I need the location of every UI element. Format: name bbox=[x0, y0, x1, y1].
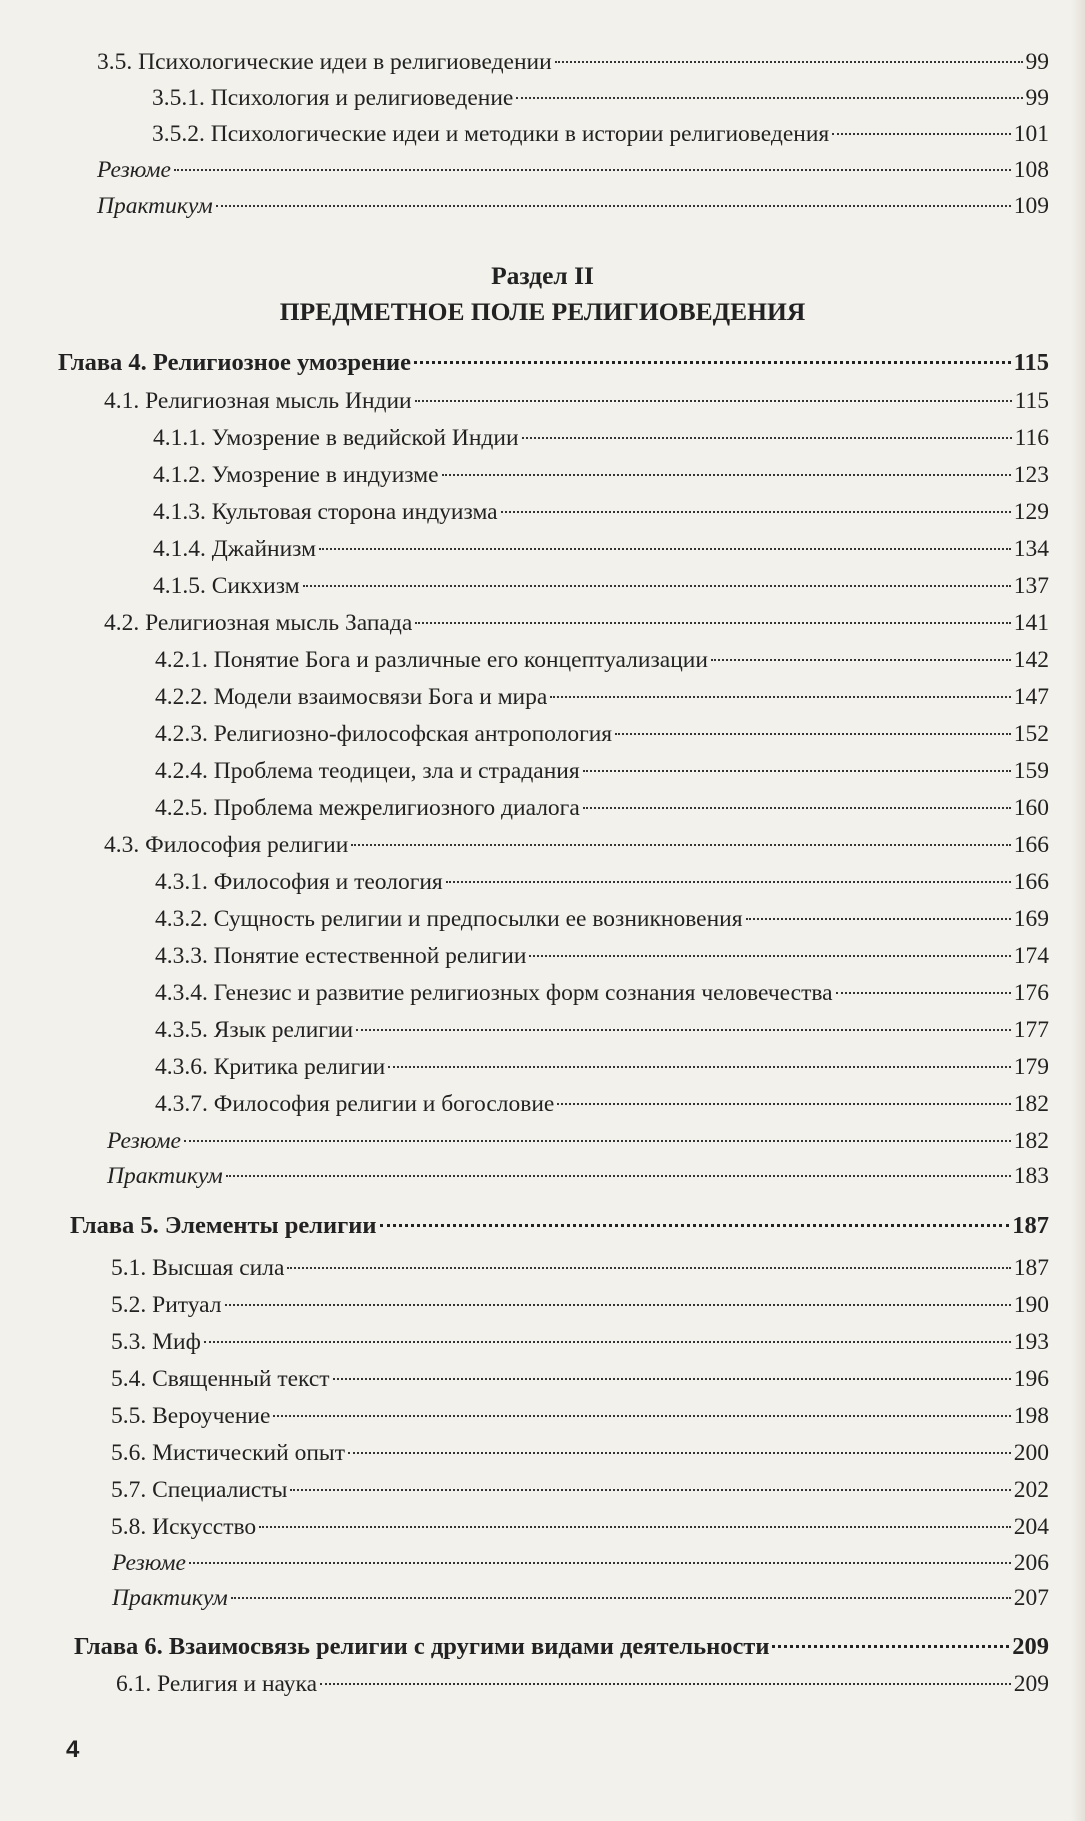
toc-page-number: 159 bbox=[1013, 758, 1049, 784]
page-number: 4 bbox=[66, 1736, 80, 1763]
toc-page-number: 99 bbox=[1025, 85, 1049, 111]
dot-leader bbox=[226, 1175, 1011, 1177]
toc-entry bbox=[155, 756, 1049, 786]
toc-entry bbox=[155, 1015, 1049, 1045]
toc-entry-label: Практикум bbox=[97, 193, 213, 219]
toc-entry-label: 4.2.1. Понятие Бога и различные его концептуализации bbox=[155, 647, 708, 673]
dot-leader bbox=[348, 1452, 1011, 1454]
toc-page-number: 193 bbox=[1013, 1329, 1049, 1355]
toc-page-number: 183 bbox=[1013, 1163, 1049, 1189]
dot-leader bbox=[388, 1066, 1011, 1068]
dot-leader bbox=[442, 474, 1011, 476]
toc-entry-label: 4.3.4. Генезис и развитие религиозных форм сознания человечества bbox=[155, 980, 833, 1006]
toc-entry bbox=[97, 155, 1049, 185]
toc-entry bbox=[97, 191, 1049, 221]
dot-leader bbox=[832, 133, 1011, 135]
toc-page-number: 182 bbox=[1013, 1128, 1049, 1154]
toc-entry bbox=[152, 83, 1049, 113]
toc-page-number: 160 bbox=[1013, 795, 1049, 821]
toc-page-number: 206 bbox=[1013, 1550, 1049, 1576]
toc-entry-label: 4.2.5. Проблема межрелигиозного диалога bbox=[155, 795, 580, 821]
toc-page-number: 179 bbox=[1013, 1054, 1049, 1080]
dot-leader bbox=[746, 918, 1011, 920]
toc-page-number: 187 bbox=[1013, 1255, 1049, 1281]
toc-entry-label: 4.2.3. Религиозно-философская антропология bbox=[155, 721, 613, 747]
toc-page-number: 207 bbox=[1013, 1585, 1049, 1611]
toc-entry bbox=[107, 1161, 1049, 1191]
toc-entry bbox=[104, 386, 1049, 416]
toc-entry bbox=[153, 571, 1049, 601]
toc-entry bbox=[104, 830, 1049, 860]
toc-entry-label: 4.1.4. Джайнизм bbox=[153, 536, 316, 562]
toc-entry bbox=[111, 1253, 1049, 1283]
toc-entry-label: Глава 4. Религиозное умозрение bbox=[58, 349, 412, 376]
dot-leader bbox=[550, 696, 1010, 698]
toc-entry bbox=[112, 1548, 1049, 1578]
toc-page-number: 169 bbox=[1013, 906, 1049, 932]
dot-leader bbox=[711, 659, 1011, 661]
toc-entry-label: Глава 6. Взаимосвязь религии с другими видами деятельности bbox=[74, 1633, 770, 1660]
toc-entry bbox=[97, 47, 1049, 77]
dot-leader bbox=[290, 1489, 1010, 1491]
dot-leader bbox=[225, 1304, 1011, 1306]
toc-entry-label: 5.7. Специалисты bbox=[111, 1477, 288, 1503]
toc-page-number: 166 bbox=[1013, 832, 1049, 858]
toc-entry bbox=[155, 793, 1049, 823]
dot-leader bbox=[529, 955, 1010, 957]
dot-leader bbox=[174, 169, 1011, 171]
dot-leader bbox=[380, 1224, 1010, 1227]
toc-entry-label: Резюме bbox=[97, 157, 171, 183]
toc-entry-label: 4.2.4. Проблема теодицеи, зла и страдания bbox=[155, 758, 580, 784]
dot-leader bbox=[351, 844, 1010, 846]
toc-entry-label: 4.3.7. Философия религии и богословие bbox=[155, 1091, 555, 1117]
toc-page-number: 196 bbox=[1013, 1366, 1049, 1392]
toc-entry-label: 4.3.1. Философия и теология bbox=[155, 869, 443, 895]
dot-leader bbox=[415, 400, 1012, 402]
section-title: Раздел II bbox=[491, 261, 594, 290]
dot-leader bbox=[501, 511, 1011, 513]
toc-entry-label: 4.3.6. Критика религии bbox=[155, 1054, 386, 1080]
toc-page-number: 204 bbox=[1013, 1514, 1049, 1540]
toc-page-number: 101 bbox=[1013, 121, 1049, 147]
section-subtitle: ПРЕДМЕТНОЕ ПОЛЕ РЕЛИГИОВЕДЕНИЯ bbox=[279, 297, 806, 326]
dot-leader bbox=[516, 97, 1022, 99]
toc-page-number: 115 bbox=[1014, 388, 1049, 414]
toc-entry-label: 4.2. Религиозная мысль Запада bbox=[104, 610, 413, 636]
toc-entry-label: Глава 5. Элементы религии bbox=[70, 1212, 377, 1239]
toc-page-number: 123 bbox=[1013, 462, 1049, 488]
toc-entry bbox=[152, 119, 1049, 149]
toc-entry-label: 5.4. Священный текст bbox=[111, 1366, 330, 1392]
toc-entry bbox=[111, 1475, 1049, 1505]
toc-entry-label: 4.1.2. Умозрение в индуизме bbox=[153, 462, 439, 488]
toc-entry bbox=[111, 1290, 1049, 1320]
toc-entry-label: 5.1. Высшая сила bbox=[111, 1255, 285, 1281]
toc-entry-label: Практикум bbox=[112, 1585, 228, 1611]
toc-entry bbox=[116, 1669, 1049, 1699]
toc-entry-label: 3.5. Психологические идеи в религиоведении bbox=[97, 49, 552, 75]
dot-leader bbox=[356, 1029, 1011, 1031]
toc-entry-label: 5.2. Ритуал bbox=[111, 1292, 222, 1318]
toc-entry bbox=[111, 1364, 1049, 1394]
toc-page-number: 176 bbox=[1013, 980, 1049, 1006]
dot-leader bbox=[836, 992, 1011, 994]
toc-entry bbox=[111, 1512, 1049, 1542]
toc-entry bbox=[155, 719, 1049, 749]
toc-entry-label: 6.1. Религия и наука bbox=[116, 1671, 318, 1697]
dot-leader bbox=[615, 733, 1011, 735]
dot-leader bbox=[522, 437, 1012, 439]
page-edge-shadow bbox=[1071, 0, 1085, 1821]
dot-leader bbox=[583, 770, 1011, 772]
toc-entry bbox=[111, 1327, 1049, 1357]
toc-page-number: 99 bbox=[1025, 49, 1049, 75]
toc-page-number: 200 bbox=[1013, 1440, 1049, 1466]
dot-leader bbox=[216, 205, 1011, 207]
dot-leader bbox=[273, 1415, 1010, 1417]
toc-entry bbox=[153, 534, 1049, 564]
toc-entry bbox=[155, 645, 1049, 675]
toc-entry-label: 4.3.2. Сущность религии и предпосылки ее возникновения bbox=[155, 906, 743, 932]
dot-leader bbox=[189, 1562, 1011, 1564]
dot-leader bbox=[414, 361, 1011, 364]
toc-entry bbox=[107, 1126, 1049, 1156]
toc-entry-label: Резюме bbox=[112, 1550, 186, 1576]
toc-entry bbox=[155, 1052, 1049, 1082]
toc-page-number: 134 bbox=[1013, 536, 1049, 562]
toc-page-number: 209 bbox=[1012, 1633, 1049, 1660]
dot-leader bbox=[184, 1140, 1011, 1142]
toc-page-number: 108 bbox=[1013, 157, 1049, 183]
dot-leader bbox=[320, 1683, 1011, 1685]
chapter-heading bbox=[70, 1211, 1049, 1241]
toc-page-number: 187 bbox=[1012, 1212, 1049, 1239]
toc-page-number: 174 bbox=[1013, 943, 1049, 969]
dot-leader bbox=[319, 548, 1011, 550]
dot-leader bbox=[333, 1378, 1011, 1380]
toc-entry-label: 5.6. Мистический опыт bbox=[111, 1440, 345, 1466]
dot-leader bbox=[231, 1597, 1011, 1599]
toc-entry-label: 4.1. Религиозная мысль Индии bbox=[104, 388, 412, 414]
toc-entry bbox=[153, 423, 1049, 453]
toc-page-number: 209 bbox=[1013, 1671, 1049, 1697]
toc-page-number: 202 bbox=[1013, 1477, 1049, 1503]
toc-page-number: 152 bbox=[1013, 721, 1049, 747]
toc-entry-label: 5.3. Миф bbox=[111, 1329, 201, 1355]
toc-entry bbox=[155, 941, 1049, 971]
toc-entry-label: 4.3. Философия религии bbox=[104, 832, 349, 858]
toc-entry-label: Резюме bbox=[107, 1128, 181, 1154]
toc-page-number: 182 bbox=[1013, 1091, 1049, 1117]
dot-leader bbox=[583, 807, 1011, 809]
toc-page-number: 190 bbox=[1013, 1292, 1049, 1318]
toc-page-number: 116 bbox=[1014, 425, 1049, 451]
dot-leader bbox=[772, 1645, 1009, 1648]
toc-entry-label: 4.1.1. Умозрение в ведийской Индии bbox=[153, 425, 519, 451]
toc-entry-label: 4.1.3. Культовая сторона индуизма bbox=[153, 499, 498, 525]
toc-page-number: 137 bbox=[1013, 573, 1049, 599]
toc-entry-label: 5.5. Вероучение bbox=[111, 1403, 271, 1429]
toc-entry-label: 4.3.3. Понятие естественной религии bbox=[155, 943, 527, 969]
toc-entry bbox=[153, 460, 1049, 490]
toc-entry bbox=[155, 1089, 1049, 1119]
toc-page-number: 177 bbox=[1013, 1017, 1049, 1043]
toc-entry bbox=[155, 682, 1049, 712]
toc-entry bbox=[155, 867, 1049, 897]
dot-leader bbox=[415, 622, 1010, 624]
chapter-heading bbox=[74, 1632, 1049, 1662]
dot-leader bbox=[303, 585, 1011, 587]
dot-leader bbox=[287, 1267, 1010, 1269]
toc-entry-label: 5.8. Искусство bbox=[111, 1514, 257, 1540]
toc-entry-label: 3.5.1. Психология и религиоведение bbox=[152, 85, 514, 111]
toc-entry bbox=[111, 1401, 1049, 1431]
toc-entry bbox=[112, 1583, 1049, 1613]
toc-entry-label: 4.1.5. Сикхизм bbox=[153, 573, 300, 599]
toc-entry-label: 3.5.2. Психологические идеи и методики в истории религиоведения bbox=[152, 121, 830, 147]
toc-entry bbox=[111, 1438, 1049, 1468]
dot-leader bbox=[557, 1103, 1010, 1105]
toc-entry bbox=[104, 608, 1049, 638]
toc-entry bbox=[155, 978, 1049, 1008]
toc-page-number: 147 bbox=[1013, 684, 1049, 710]
toc-page-number: 142 bbox=[1013, 647, 1049, 673]
dot-leader bbox=[555, 61, 1023, 63]
toc-entry-label: Практикум bbox=[107, 1163, 223, 1189]
toc-entry-label: 4.3.5. Язык религии bbox=[155, 1017, 354, 1043]
chapter-heading bbox=[58, 348, 1049, 378]
toc-page-number: 141 bbox=[1013, 610, 1049, 636]
dot-leader bbox=[259, 1526, 1011, 1528]
toc-entry-label: 4.2.2. Модели взаимосвязи Бога и мира bbox=[155, 684, 548, 710]
toc-page-number: 115 bbox=[1013, 349, 1049, 376]
dot-leader bbox=[204, 1341, 1011, 1343]
toc-page-number: 129 bbox=[1013, 499, 1049, 525]
toc-page-number: 198 bbox=[1013, 1403, 1049, 1429]
toc-page-number: 166 bbox=[1013, 869, 1049, 895]
toc-page-number: 109 bbox=[1013, 193, 1049, 219]
dot-leader bbox=[446, 881, 1011, 883]
toc-entry bbox=[153, 497, 1049, 527]
toc-entry bbox=[155, 904, 1049, 934]
